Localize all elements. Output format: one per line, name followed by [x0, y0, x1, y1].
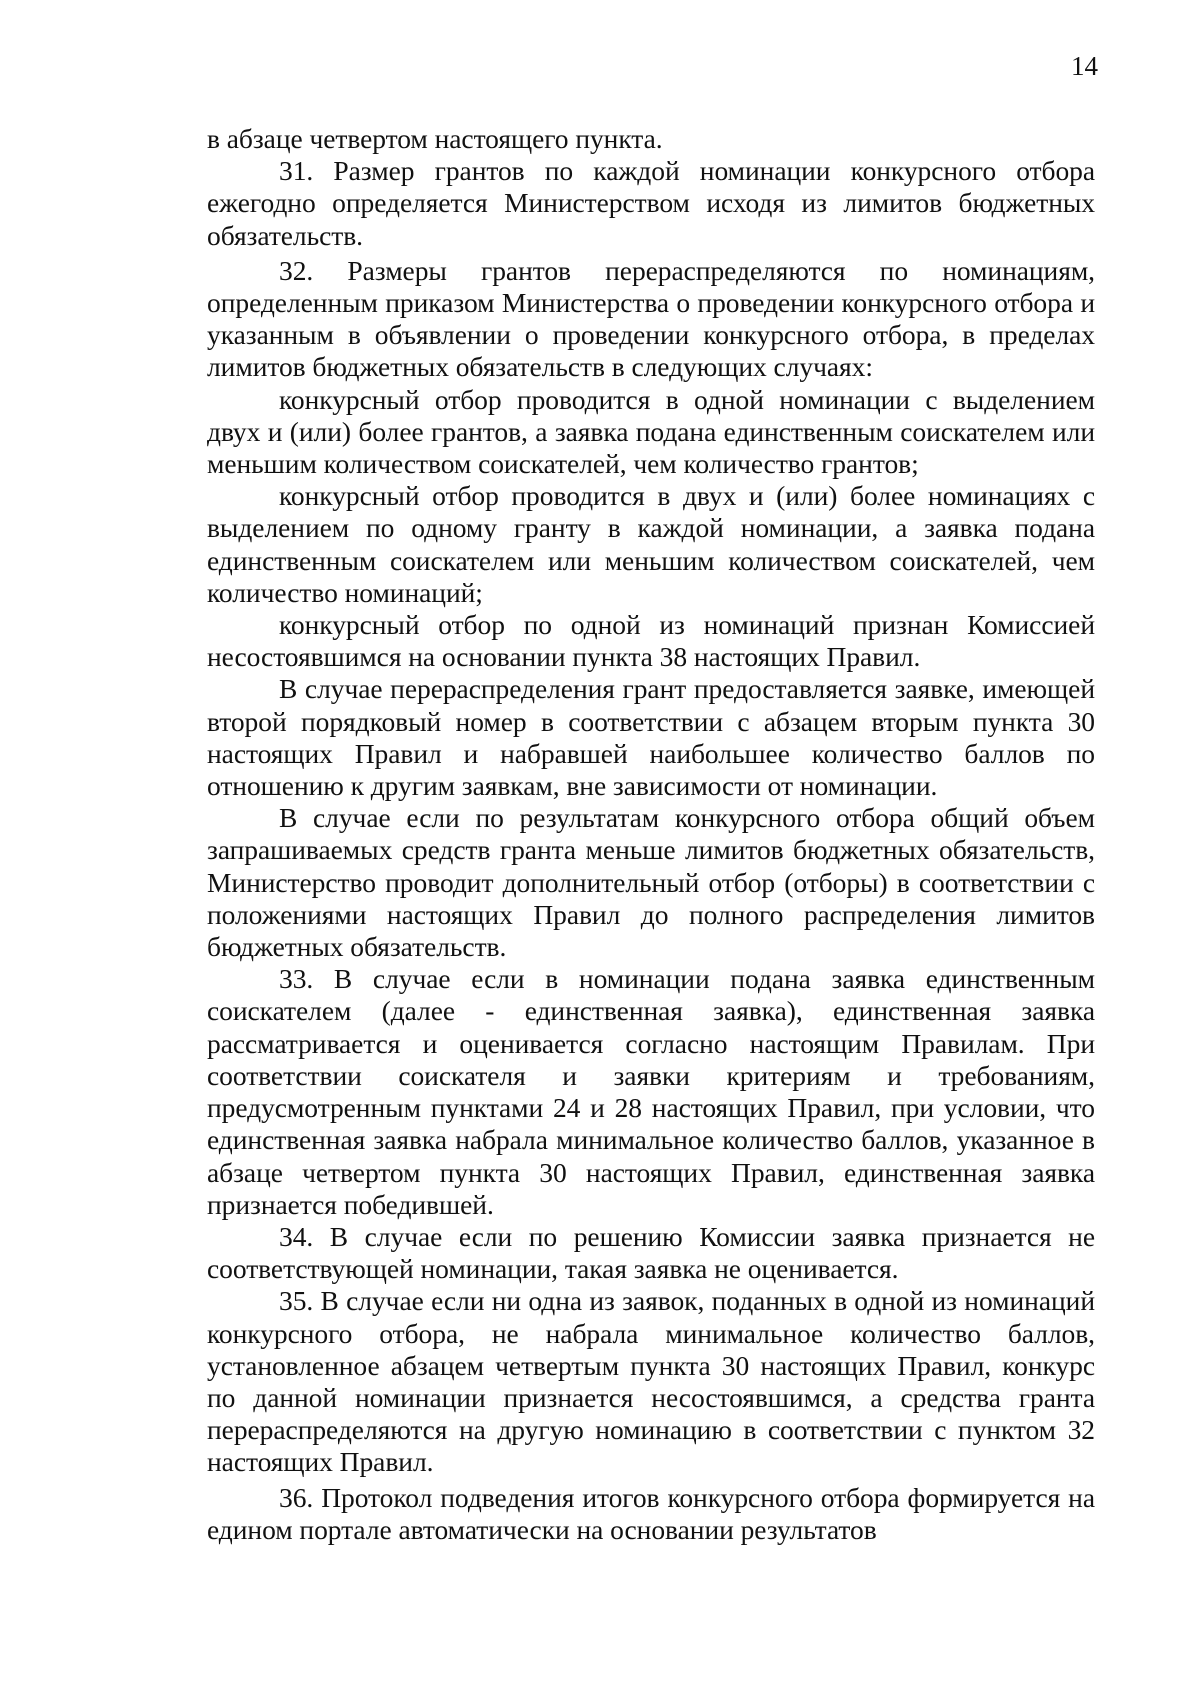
paragraph-32: 32. Размеры грантов перераспределяются по номинациям, определенным приказом Министерства о проведении конкурсного отбора и указанным в объявлении о проведении конкурсного отбора, в пределах лимитов бюджетных обязательств в следующих случаях:	[207, 254, 1095, 383]
page-number: 14	[1071, 51, 1098, 81]
paragraph-32-additional-selection: В случае если по результатам конкурсного отбора общий объем запрашиваемых средств гранта меньше лимитов бюджетных обязательств, Министерство проводит дополнительный отбор (отборы) в соответствии с положениями настоящих Правил до полного распределения лимитов бюджетных обязательств.	[207, 802, 1095, 963]
paragraph-36: 36. Протокол подведения итогов конкурсного отбора формируется на едином портале автоматически на основании результатов	[207, 1481, 1095, 1545]
paragraph-31: 31. Размер грантов по каждой номинации конкурсного отбора ежегодно определяется Министерством исходя из лимитов бюджетных обязательств.	[207, 155, 1095, 251]
paragraph-32-case-1: конкурсный отбор проводится в одной номинации с выделением двух и (или) более грантов, а заявка подана единственным соискателем или меньшим количеством соискателей, чем количество грантов;	[207, 383, 1095, 480]
paragraph-32-case-3: конкурсный отбор по одной из номинаций признан Комиссией несостоявшимся на основании пункта 38 настоящих Правил.	[207, 609, 1095, 673]
paragraph-34: 34. В случае если по решению Комиссии заявка признается не соответствующей номинации, такая заявка не оценивается.	[207, 1220, 1095, 1285]
paragraph-33: 33. В случае если в номинации подана заявка единственным соискателем (далее - единственная заявка), единственная заявка рассматривается и оценивается согласно настоящим Правилам. При соответствии соискателя и заявки критериям и требованиям, предусмотренным пунктами 24 и 28 настоящих Правил, при условии, что единственная заявка набрала минимальное количество баллов, указанное в абзаце четвертом пункта 30 настоящих Правил, единственная заявка признается победившей.	[207, 963, 1095, 1220]
document-body	[207, 123, 1095, 1546]
paragraph-32-redistribution: В случае перераспределения грант предоставляется заявке, имеющей второй порядковый номер в соответствии с абзацем вторым пункта 30 настоящих Правил и набравшей наибольшее количество баллов по отношению к другим заявкам, вне зависимости от номинации.	[207, 673, 1095, 802]
paragraph-continuation: в абзаце четвертом настоящего пункта.	[207, 123, 663, 154]
paragraph-32-case-2: конкурсный отбор проводится в двух и (или) более номинациях с выделением по одному гранту в каждой номинации, а заявка подана единственным соискателем или меньшим количеством соискателей, чем количество номинаций;	[207, 480, 1095, 608]
paragraph-35: 35. В случае если ни одна из заявок, поданных в одной из номинаций конкурсного отбора, не набрала минимальное количество баллов, установленное абзацем четвертым пункта 30 настоящих Правил, конкурс по данной номинации признается несостоявшимся, а средства гранта перераспределяются на другую номинацию в соответствии с пунктом 32 настоящих Правил.	[207, 1285, 1095, 1478]
